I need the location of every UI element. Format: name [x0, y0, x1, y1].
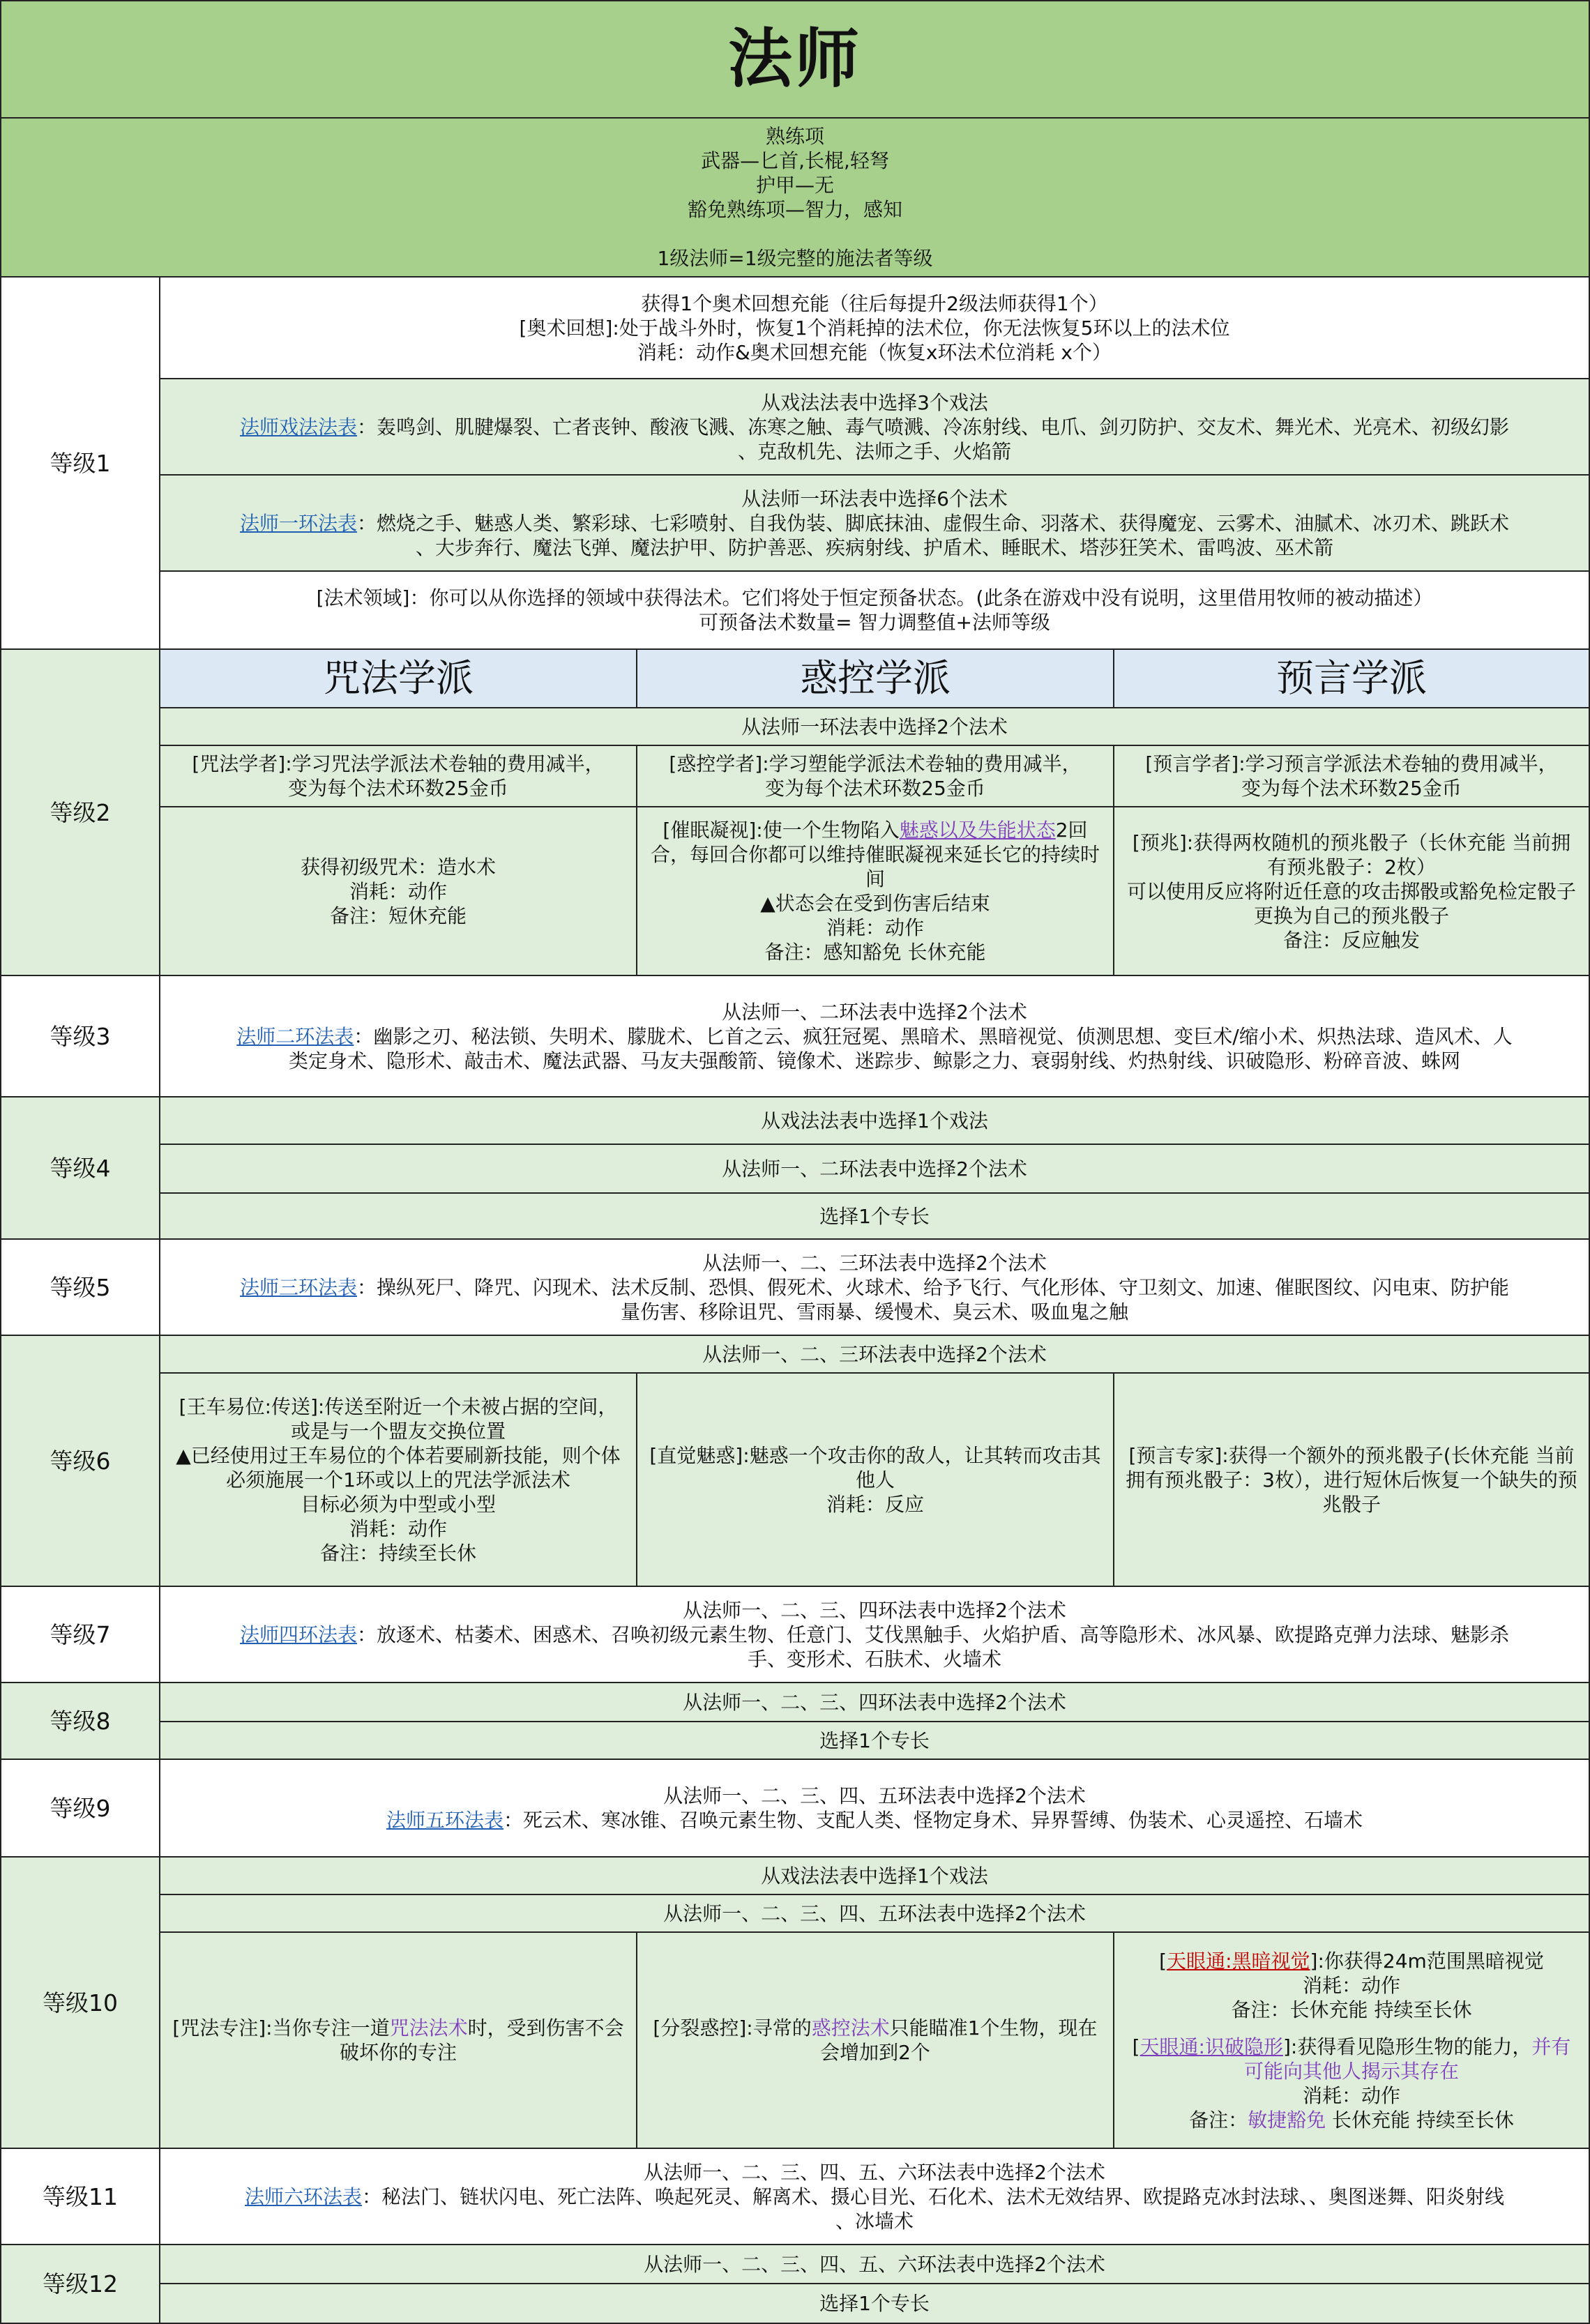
third-eye-reveal-text: 并有可能向其他人揭示其存在 [1243, 2035, 1571, 2083]
charmed-incapacitated-link[interactable]: 魅惑以及失能状态 [899, 819, 1056, 842]
third-eye-see-invisible-link[interactable]: 天眼通:识破隐形 [1140, 2035, 1283, 2058]
level-6-label: 等级6 [0, 1335, 160, 1587]
minor-conjuration-name: 获得初级咒术：造水术 [300, 855, 496, 879]
third-eye-darkvision-cost: 消耗：动作 [1302, 1973, 1400, 1997]
divination-scholar-b: 变为每个法术环数25金币 [1241, 777, 1462, 800]
split-enchantment-b: 只能瞄准1个生物，现在会增加到2个 [820, 2017, 1098, 2064]
level-4-cantrip-cell: 从戏法法表中选择1个戏法 [159, 1096, 1590, 1145]
level3-spell-list-a: ：操纵死尸、降咒、闪现术、法术反制、恐惧、假死术、火球术、给予飞行、气化形体、守卫刻文、加速、催眠图纹、闪电束、防护能 [357, 1275, 1510, 1299]
third-eye-see-invisible-cost: 消耗：动作 [1302, 2083, 1400, 2107]
level-5-spell-cell [159, 1238, 1590, 1336]
arcane-recovery-cost: 消耗：动作&奥术回想充能（恢复x环法术位消耗 x个） [637, 340, 1112, 364]
level3-spell-list-b: 量伤害、移除诅咒、雪雨暴、缓慢术、臭云术、吸血鬼之触 [620, 1300, 1128, 1323]
level2-spell-list-a: ：幽影之刃、秘法锁、失明术、朦胧术、匕首之云、疯狂冠冕、黑暗术、黑暗视觉、侦测思想、变巨术/缩小术、炽热法球、造风术、人 [354, 1024, 1513, 1048]
transposition-cost: 消耗：动作 [349, 1517, 447, 1540]
spell-prepare-count: 可预备法术数量= 智力调整值+法师等级 [699, 611, 1050, 634]
level6-spell-list-link[interactable]: 法师六环法表 [244, 2185, 362, 2208]
expert-divination-desc: [预言专家]:获得一个额外的预兆骰子(长休充能 当前拥有预兆骰子：3枚），进行短休后恢复一个缺失的预兆骰子 [1126, 1443, 1577, 1516]
portent-desc: [预兆]:获得两枚随机的预兆骰子（长休充能 当前拥有预兆骰子：2枚） [1132, 830, 1571, 879]
level-3-spell-cell [159, 975, 1590, 1098]
benign-transposition-cell [159, 1372, 637, 1587]
focused-conjuration-a: [咒法专注]:当你专注一道 [172, 2017, 390, 2040]
arcane-recovery-desc: [奥术回想]:处于战斗外时，恢复1个消耗掉的法术位，你无法恢复5环以上的法术位 [519, 316, 1230, 340]
page-title: 法师 [727, 22, 862, 96]
focused-conjuration-b: 时，受到伤害不会破坏你的专注 [339, 2017, 624, 2064]
level-2-choose-cell: 从法师一环法表中选择2个法术 [159, 707, 1590, 746]
level-12-feat-cell: 选择1个专长 [159, 2283, 1590, 2324]
level-12-label: 等级12 [0, 2244, 160, 2324]
third-eye-see-invisible-desc: :获得看见隐形生物的能力， [1290, 2035, 1532, 2058]
dex-save-link[interactable]: 敏捷豁免 [1248, 2108, 1326, 2132]
weapon-proficiency: 武器—匕首,长棍,轻弩 [701, 149, 889, 172]
level-1-label: 等级1 [0, 276, 160, 650]
focused-conjuration-cell [159, 1931, 637, 2149]
portent-cell [1113, 806, 1590, 976]
conjuration-scholar-b: 变为每个法术环数25金币 [288, 777, 508, 800]
third-eye-cell: [天眼通:黑暗视觉]:你获得24m范围黑暗视觉 消耗：动作 备注：长休充能 持续至长休 [天眼通:识破隐形]:获得看见隐形生物的能力，并有可能向其他人揭示其存在 消耗：动作 备注：敏捷豁免 长休充能 持续至长休 [1113, 1931, 1590, 2149]
page-title-cell [0, 0, 1590, 119]
instinctive-charm-cost: 消耗：反应 [826, 1492, 924, 1516]
arcane-recovery-cell [159, 276, 1590, 379]
level-4-spell-cell: 从法师一、二环法表中选择2个法术 [159, 1144, 1590, 1194]
level6-spell-list-a: ：秘法门、链状闪电、死亡法阵、唤起死灵、解离术、摄心目光、石化术、法术无效结界、欧提路克冰封法球、、奥图迷舞、阳炎射线 [362, 2185, 1505, 2208]
hypnotic-gaze-end: ▲状态会在受到伤害后结束 [760, 892, 990, 915]
level11-choose: 从法师一、二、三、四、五、六环法表中选择2个法术 [644, 2160, 1105, 2184]
hypnotic-gaze-b: 2回合，每回合你都可以维持催眠凝视来延长它的持续时间 [650, 819, 1100, 890]
level-5-label: 等级5 [0, 1238, 160, 1336]
transposition-target: 目标必须为中型或小型 [300, 1492, 496, 1516]
level9-choose: 从法师一、二、三、四、五环法表中选择2个法术 [663, 1784, 1086, 1807]
hypnotic-gaze-a: [催眠凝视]:使一个生物陷入 [662, 819, 900, 842]
enchantment-scholar-a: [惑控学者]:学习塑能学派法术卷轴的费用减半， [669, 752, 1082, 775]
level-9-spell-cell [159, 1759, 1590, 1858]
school-enchantment-header: 惑控学派 [636, 648, 1114, 708]
level5-spell-list-a: ：死云术、寒冰锥、召唤元素生物、支配人类、怪物定身术、异界誓缚、伪装术、心灵遥控、石墙术 [503, 1809, 1363, 1832]
hypnotic-gaze-note: 备注：感知豁免 长休充能 [764, 941, 986, 964]
transposition-note: 备注：持续至长休 [319, 1541, 476, 1565]
caster-level-note: 1级法师=1级完整的施法者等级 [657, 247, 933, 270]
level3-choose: 从法师一、二环法表中选择2个法术 [722, 1000, 1027, 1024]
school-divination-header: 预言学派 [1113, 648, 1590, 708]
expert-divination-cell [1113, 1372, 1590, 1587]
hypnotic-gaze-cost: 消耗：动作 [826, 916, 924, 939]
level-11-spell-cell [159, 2148, 1590, 2245]
portent-use: 可以使用反应将附近任意的攻击掷骰或豁免检定骰子更换为自己的预兆骰子 [1126, 879, 1576, 927]
proficiency-heading: 熟练项 [765, 125, 824, 148]
cantrip-list-link[interactable]: 法师戏法法表 [239, 415, 357, 439]
level1-spell-list-b: 、大步奔行、魔法飞弹、魔法护甲、防护善恶、疾病射线、护盾术、睡眠术、塔莎狂笑术、雷鸣波、巫术箭 [415, 536, 1333, 559]
level-10-label: 等级10 [0, 1856, 160, 2149]
instinctive-charm-desc: [直觉魅惑]:魅惑一个攻击你的敌人，让其转而攻击其他人 [649, 1443, 1101, 1491]
proficiency-block [0, 117, 1590, 278]
level-7-spell-cell [159, 1586, 1590, 1683]
transposition-refresh: ▲已经使用过王车易位的个体若要刷新技能，则个体必须施展一个1环或以上的咒法学派法术 [176, 1443, 621, 1491]
level6-spell-list-b: 、冰墙术 [835, 2209, 914, 2233]
level-6-choose-cell: 从法师一、二、三环法表中选择2个法术 [159, 1335, 1590, 1374]
level-11-label: 等级11 [0, 2148, 160, 2245]
divination-scholar-a: [预言学者]:学习预言学派法术卷轴的费用减半， [1145, 752, 1558, 775]
level-8-label: 等级8 [0, 1682, 160, 1760]
level-4-feat-cell: 选择1个专长 [159, 1192, 1590, 1240]
level-3-label: 等级3 [0, 975, 160, 1098]
enchantment-scholar-cell [636, 745, 1114, 807]
level4-spell-list-b: 手、变形术、石肤术、火墙术 [747, 1647, 1001, 1671]
split-enchantment-a: [分裂惑控]:寻常的 [653, 2017, 812, 2040]
level-9-label: 等级9 [0, 1759, 160, 1858]
level-1-cantrip-cell [159, 378, 1590, 476]
third-eye-note-b: 长休充能 持续至长休 [1326, 2108, 1514, 2132]
level-7-label: 等级7 [0, 1586, 160, 1683]
third-eye-darkvision-link[interactable]: 天眼通:黑暗视觉 [1167, 1949, 1310, 1973]
level-10-spell-cell: 从法师一、二、三、四、五环法表中选择2个法术 [159, 1894, 1590, 1933]
cantrip-list-a: ：轰鸣剑、肌腱爆裂、亡者丧钟、酸液飞溅、冻寒之触、毒气喷溅、冷冻射线、电爪、剑刃防护、交友术、舞光术、光亮术、初级幻影 [357, 415, 1510, 439]
conjuration-scholar-cell [159, 745, 637, 807]
level2-spell-list-b: 类定身术、隐形术、敲击术、魔法武器、马友夫强酸箭、镜像术、迷踪步、鲸影之力、衰弱射线、灼热射线、识破隐形、粉碎音波、蛛网 [288, 1049, 1460, 1072]
level-2-label: 等级2 [0, 648, 160, 976]
portent-note: 备注：反应触发 [1282, 928, 1420, 952]
third-eye-darkvision-desc: :你获得24m范围黑暗视觉 [1317, 1949, 1544, 1973]
hypnotic-gaze-cell [636, 806, 1114, 976]
split-enchantment-cell [636, 1931, 1114, 2149]
level-4-label: 等级4 [0, 1096, 160, 1240]
level-8-spell-cell: 从法师一、二、三、四环法表中选择2个法术 [159, 1682, 1590, 1722]
level3-spell-list-link[interactable]: 法师三环法表 [239, 1275, 357, 1299]
arcane-recovery-gain: 获得1个奥术回想充能（往后每提升2级法师获得1个） [641, 291, 1108, 315]
level7-choose: 从法师一、二、三、四环法表中选择2个法术 [683, 1598, 1066, 1622]
level1-spell-list-a: ：燃烧之手、魅惑人类、繁彩球、七彩喷射、自我伪装、脚底抹油、虚假生命、羽落术、获得魔宠、云雾术、油腻术、冰刃术、跳跃术 [357, 511, 1510, 535]
level5-spell-list-link[interactable]: 法师五环法表 [386, 1809, 503, 1832]
enchantment-scholar-b: 变为每个法术环数25金币 [765, 777, 985, 800]
conjuration-spell-link[interactable]: 咒法法术 [389, 2017, 468, 2040]
level4-spell-list-link[interactable]: 法师四环法表 [239, 1623, 357, 1646]
armor-proficiency: 护甲—无 [755, 174, 834, 197]
divination-scholar-cell [1113, 745, 1590, 807]
save-proficiency: 豁免熟练项—智力，感知 [687, 198, 902, 221]
third-eye-darkvision-note: 备注：长休充能 持续至长休 [1231, 1998, 1472, 2021]
minor-conjuration-note: 备注：短休充能 [329, 904, 467, 927]
cantrip-list-b: 、克敌机先、法师之手、火焰箭 [737, 439, 1011, 463]
enchantment-spell-link[interactable]: 惑控法术 [811, 2017, 890, 2040]
level4-spell-list-a: ：放逐术、枯萎术、困惑术、召唤初级元素生物、任意门、艾伐黑触手、火焰护盾、高等隐形术、冰风暴、欧提路克弹力法球、魅影杀 [357, 1623, 1510, 1646]
instinctive-charm-cell [636, 1372, 1114, 1587]
level1-spell-list-link[interactable]: 法师一环法表 [239, 511, 357, 535]
third-eye-note-a: 备注： [1189, 2108, 1248, 2132]
spell-domain-desc: [法术领域]：你可以从你选择的领域中获得法术。它们将处于恒定预备状态。(此条在游戏中没有说明，这里借用牧师的被动描述） [316, 586, 1433, 609]
cantrip-choose: 从戏法法表中选择3个戏法 [761, 390, 988, 414]
level-8-feat-cell: 选择1个专长 [159, 1721, 1590, 1760]
level-12-spell-cell: 从法师一、二、三、四、五、六环法表中选择2个法术 [159, 2244, 1590, 2284]
transposition-desc: [王车易位:传送]:传送至附近一个未被占据的空间，或是与一个盟友交换位置 [179, 1395, 618, 1443]
conjuration-scholar-a: [咒法学者]:学习咒法学派法术卷轴的费用减半， [192, 752, 605, 775]
level5-choose: 从法师一、二、三环法表中选择2个法术 [702, 1251, 1047, 1275]
school-conjuration-header: 咒法学派 [159, 648, 637, 708]
minor-conjuration-cost: 消耗：动作 [349, 879, 447, 903]
spell-domain-cell [159, 570, 1590, 650]
level1-spell-choose: 从法师一环法表中选择6个法术 [741, 487, 1008, 510]
level2-spell-list-link[interactable]: 法师二环法表 [236, 1024, 354, 1048]
minor-conjuration-cell [159, 806, 637, 976]
level-1-spell-cell [159, 474, 1590, 572]
level-10-cantrip-cell: 从戏法法表中选择1个戏法 [159, 1856, 1590, 1895]
